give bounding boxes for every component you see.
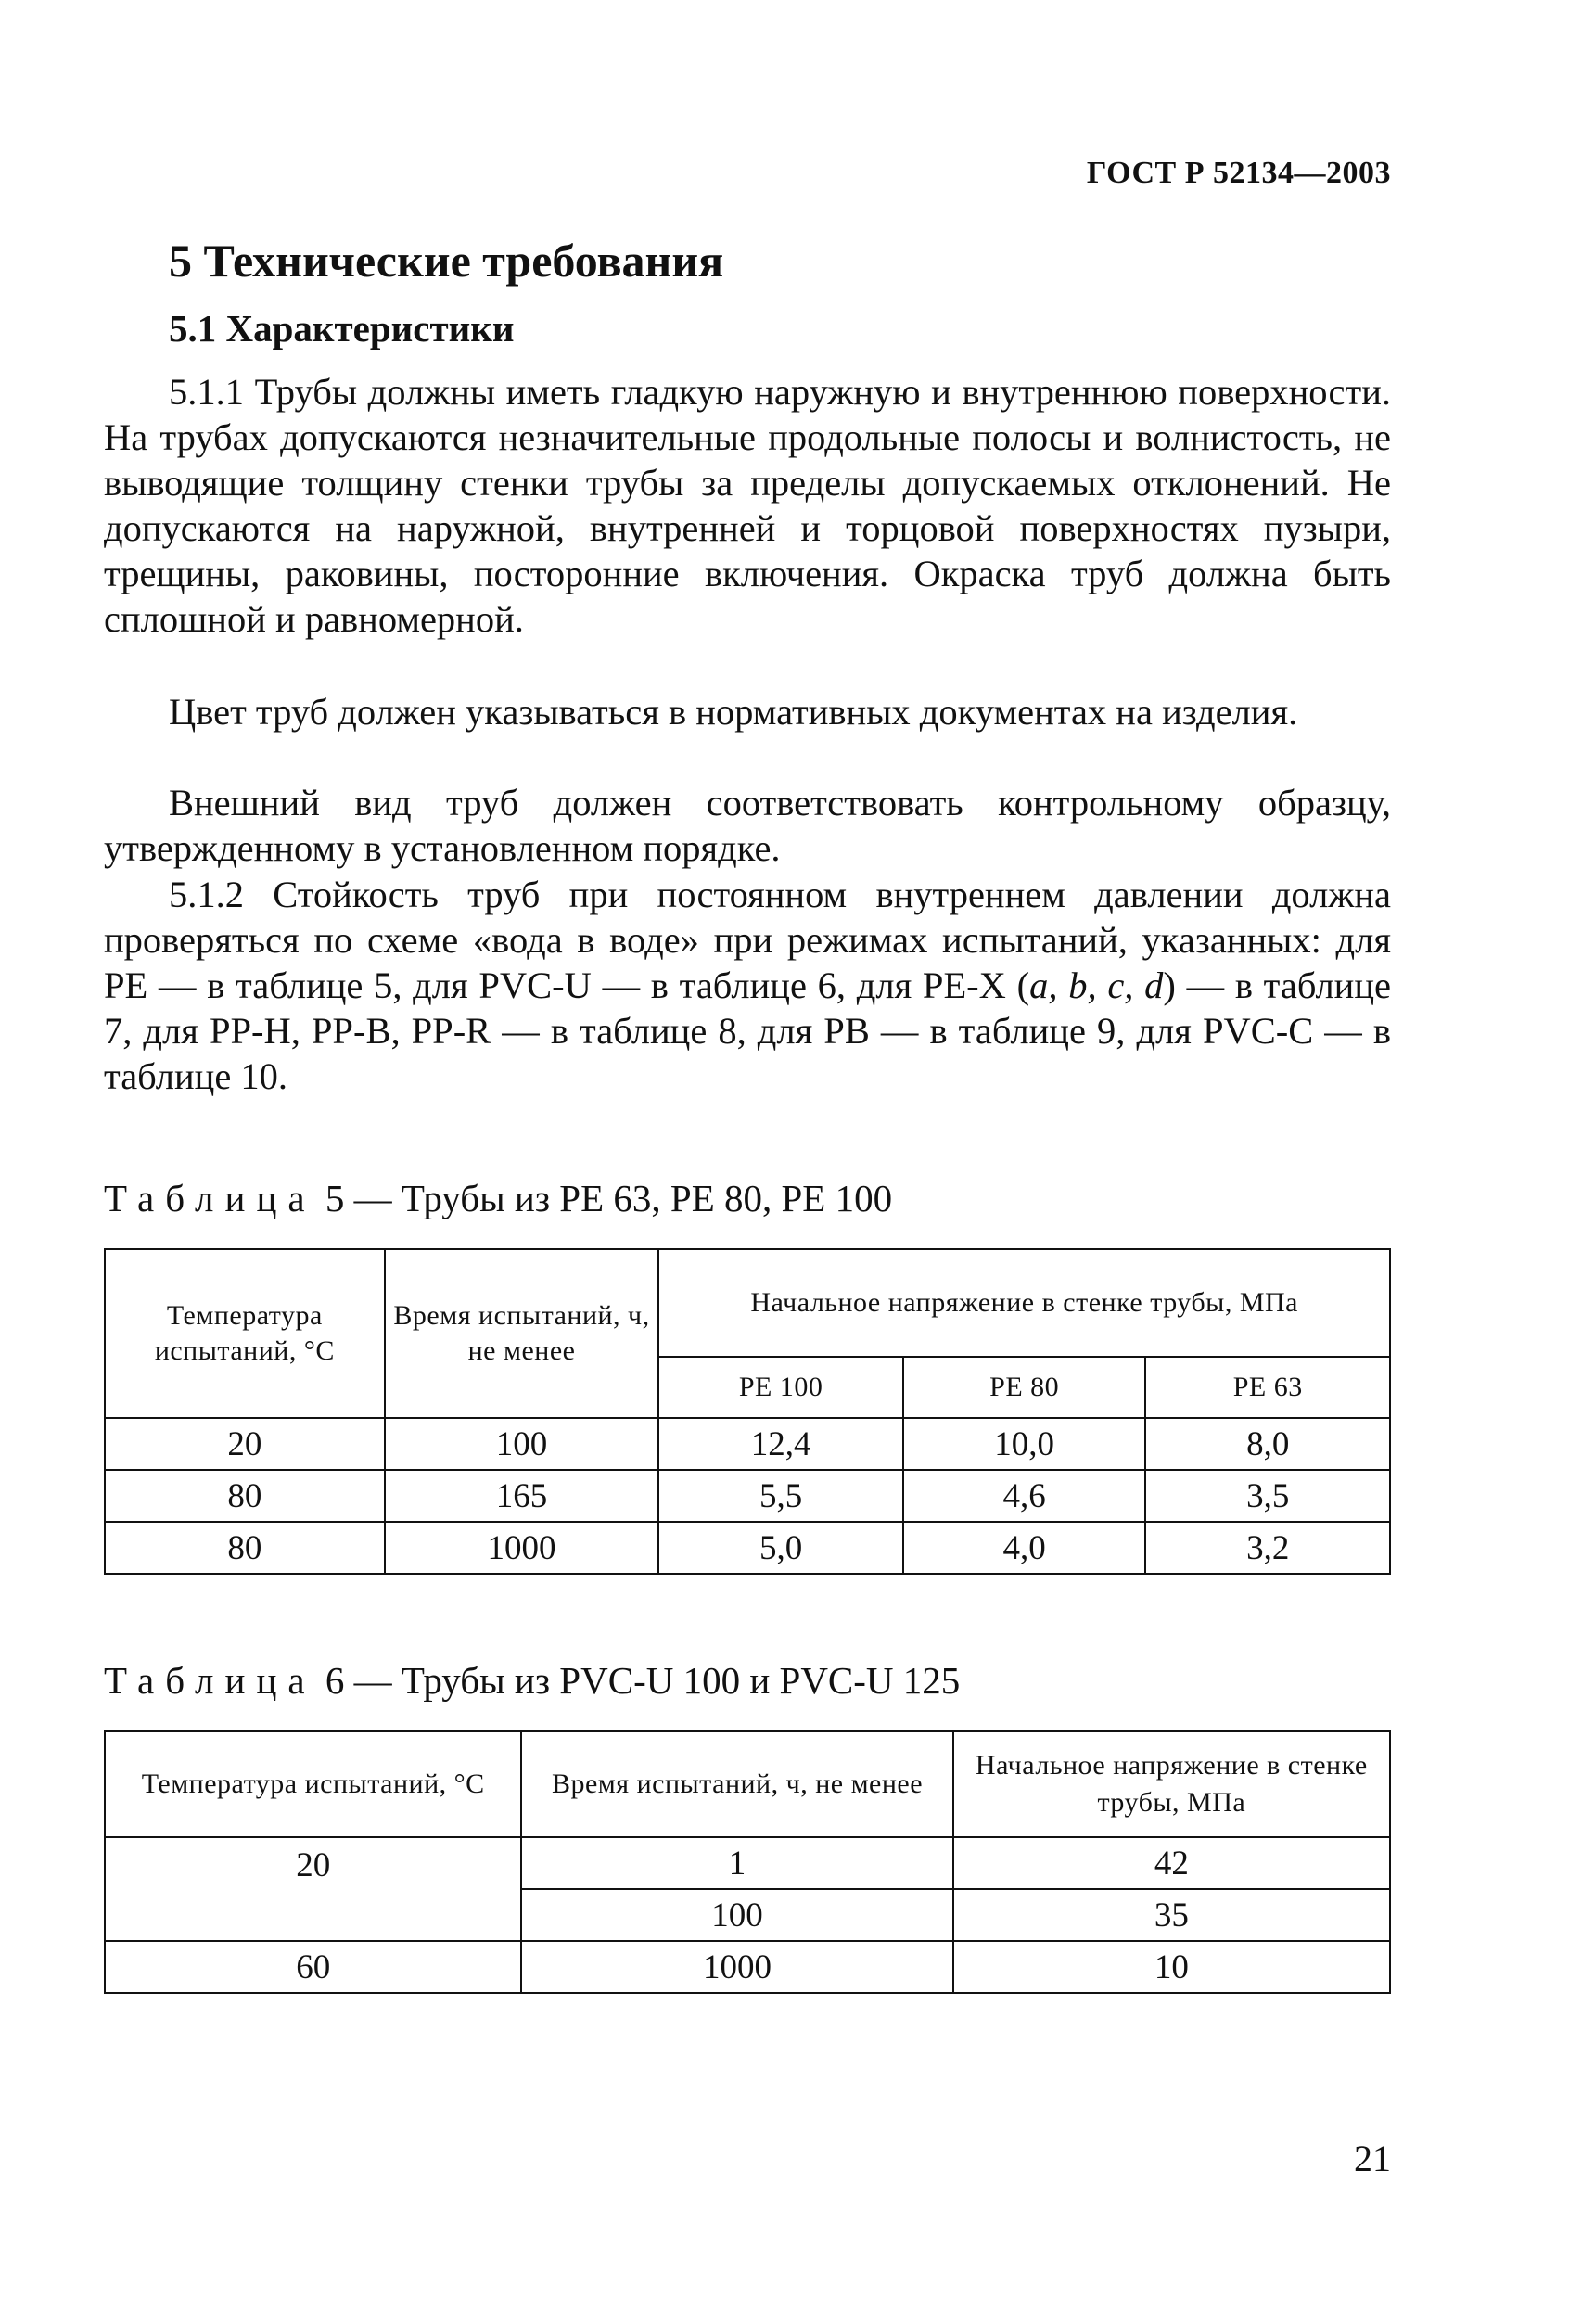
paragraph-5-1-2 — [104, 872, 1391, 1099]
table5-header-stress: Начальное напряжение в стенке трубы, МПа — [658, 1249, 1390, 1357]
table5-header-pe63: PE 63 — [1145, 1357, 1390, 1418]
table-cell: 10,0 — [903, 1418, 1146, 1470]
table-row — [105, 1418, 1390, 1470]
paragraph-italic-part: a, b, c, d — [1029, 964, 1164, 1006]
table-caption-text: 5 — Трубы из PE 63, PE 80, PE 100 — [325, 1177, 893, 1219]
paragraph-text-part: ) — в таблице 7, для PP-H, PP-B, PP-R — в таблице 8, для PB — в таблице 9, для PVC-C — в таблице 10. — [104, 964, 1391, 1097]
paragraph-appearance — [104, 780, 1391, 871]
table-cell: 5,5 — [658, 1470, 903, 1522]
table-row — [105, 1837, 1390, 1889]
table5-header-temperature: Температура испытаний, °С — [105, 1249, 385, 1418]
table6-header-stress: Начальное напряжение в стенке трубы, МПа — [953, 1731, 1390, 1837]
paragraph-color — [104, 689, 1391, 734]
table-cell: 3,2 — [1145, 1522, 1390, 1574]
table-cell: 42 — [953, 1837, 1390, 1889]
table-cell: 1000 — [521, 1941, 952, 1993]
paragraph-text: Цвет труб должен указываться в нормативных документах на изделия. — [169, 691, 1298, 733]
page-number: 21 — [1354, 2138, 1391, 2179]
table6-header-temperature: Температура испытаний, °С — [105, 1731, 521, 1837]
table6-header-time: Время испытаний, ч, не менее — [521, 1731, 952, 1837]
table5-caption — [104, 1176, 892, 1220]
table5 — [104, 1248, 1391, 1575]
table-cell: 5,0 — [658, 1522, 903, 1574]
subsection-title: 5.1 Характеристики — [169, 307, 515, 350]
table-cell: 4,0 — [903, 1522, 1146, 1574]
table5-header-pe80: PE 80 — [903, 1357, 1146, 1418]
table-cell: 35 — [953, 1889, 1390, 1941]
paragraph-text: 5.1.1 Трубы должны иметь гладкую наружную и внутреннюю поверхности. На трубах допускаются незначительные продольные полосы и волнистость, не выводящие толщину стенки трубы за пределы допускаемых отклонений. Не допускаются на наружной, внутренней и торцовой поверхностях пузыри, трещины, раковины, посторонние включения. Окраска труб должна быть сплошной и равномерной. — [104, 371, 1391, 640]
table-cell: 165 — [385, 1470, 659, 1522]
section-title: 5 Технические требования — [169, 235, 724, 287]
table-row — [105, 1470, 1390, 1522]
table-row — [105, 1522, 1390, 1574]
table5-header-time: Время испытаний, ч, не менее — [385, 1249, 659, 1418]
table-cell: 100 — [385, 1418, 659, 1470]
paragraph-text-part: 5.1.2 Стойкость труб при постоянном внутреннем давлении должна проверяться по схеме «вода в воде» при режимах испытаний, указанных: для PE — в таблице 5, для PVC-U — в таблице 6, для PE-X ( — [104, 874, 1391, 1006]
table-cell: 12,4 — [658, 1418, 903, 1470]
table-cell: 8,0 — [1145, 1418, 1390, 1470]
table-cell: 20 — [105, 1837, 521, 1941]
standard-code-header: ГОСТ Р 52134—2003 — [1086, 156, 1391, 190]
table-cell: 4,6 — [903, 1470, 1146, 1522]
table-cell: 3,5 — [1145, 1470, 1390, 1522]
table5-header-pe100: PE 100 — [658, 1357, 903, 1418]
table-cell: 60 — [105, 1941, 521, 1993]
table-caption-label: Таблица — [104, 1659, 316, 1702]
table-cell: 100 — [521, 1889, 952, 1941]
table-caption-label: Таблица — [104, 1177, 316, 1219]
table-cell: 10 — [953, 1941, 1390, 1993]
table-row — [105, 1941, 1390, 1993]
table6 — [104, 1730, 1391, 1994]
table-cell: 1 — [521, 1837, 952, 1889]
table-cell: 80 — [105, 1470, 385, 1522]
paragraph-text — [104, 872, 1391, 1099]
table-cell: 1000 — [385, 1522, 659, 1574]
paragraph-text: Внешний вид труб должен соответствовать контрольному образцу, утвержденному в установленном порядке. — [104, 782, 1391, 869]
table6-caption — [104, 1658, 960, 1703]
table-cell: 80 — [105, 1522, 385, 1574]
table-caption-text: 6 — Трубы из PVC-U 100 и PVC-U 125 — [325, 1659, 961, 1702]
paragraph-5-1-1 — [104, 369, 1391, 642]
table-cell: 20 — [105, 1418, 385, 1470]
